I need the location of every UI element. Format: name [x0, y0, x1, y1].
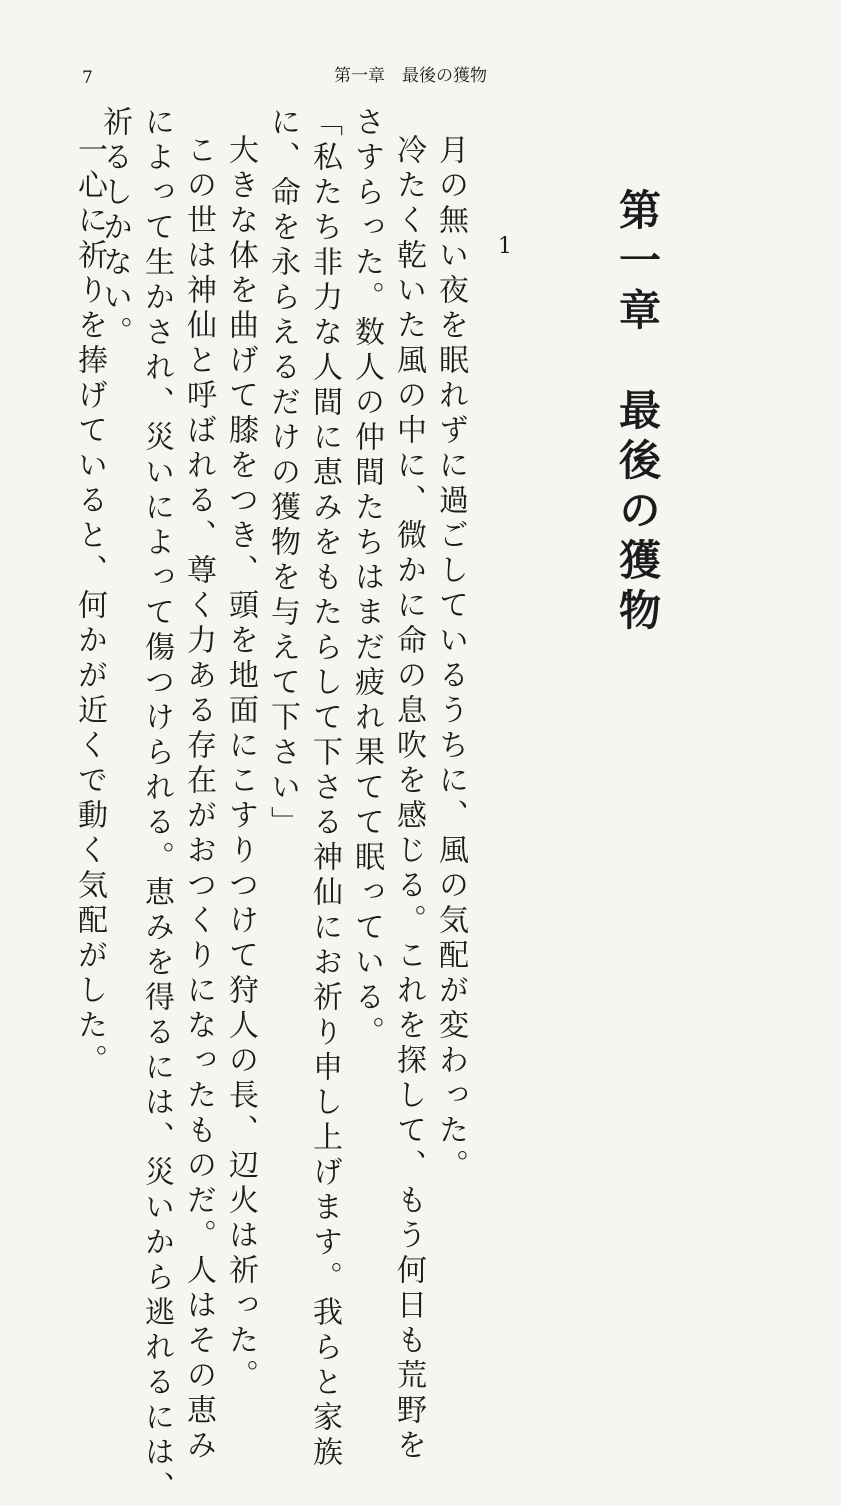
body-line: さすらった。数人の仲間たちはまだ疲れ果てて眠っている。 — [349, 106, 384, 1051]
body-line: この世は神仙と呼ばれる、尊く力ある存在がおつくりになったものだ。人はその恵み — [181, 134, 216, 1464]
body-line: 「私たち非力な人間に恵みをもたらして下さる神仙にお祈り申し上げます。我らと家族 — [307, 106, 342, 1471]
body-line: 祈るしかない。 — [97, 106, 132, 351]
body-line: によって生かされ、災いによって傷つけられる。恵みを得るには、災いから逃れるには、 — [139, 106, 174, 1506]
body-line: 冷たく乾いた風の中に、微かに命の息吹を感じる。これを探して、もう何日も荒野を — [391, 134, 426, 1464]
section-number: 1 — [498, 234, 512, 259]
body-line: 大きな体を曲げて膝をつき、頭を地面にこすりつけて狩人の長、辺火は祈った。 — [223, 134, 258, 1394]
running-header: 第一章 最後の獲物 — [334, 66, 487, 86]
body-line: に、命を永らえるだけの獲物を与えて下さい」 — [265, 106, 300, 841]
page-number: 7 — [82, 68, 93, 88]
body-line: 一心に祈りを捧げていると、何かが近くで動く気配がした。 — [72, 134, 107, 1079]
body-line: 月の無い夜を眠れずに過ごしているうちに、風の気配が変わった。 — [433, 134, 468, 1184]
chapter-title: 第一章 最後の獲物 — [613, 188, 662, 638]
